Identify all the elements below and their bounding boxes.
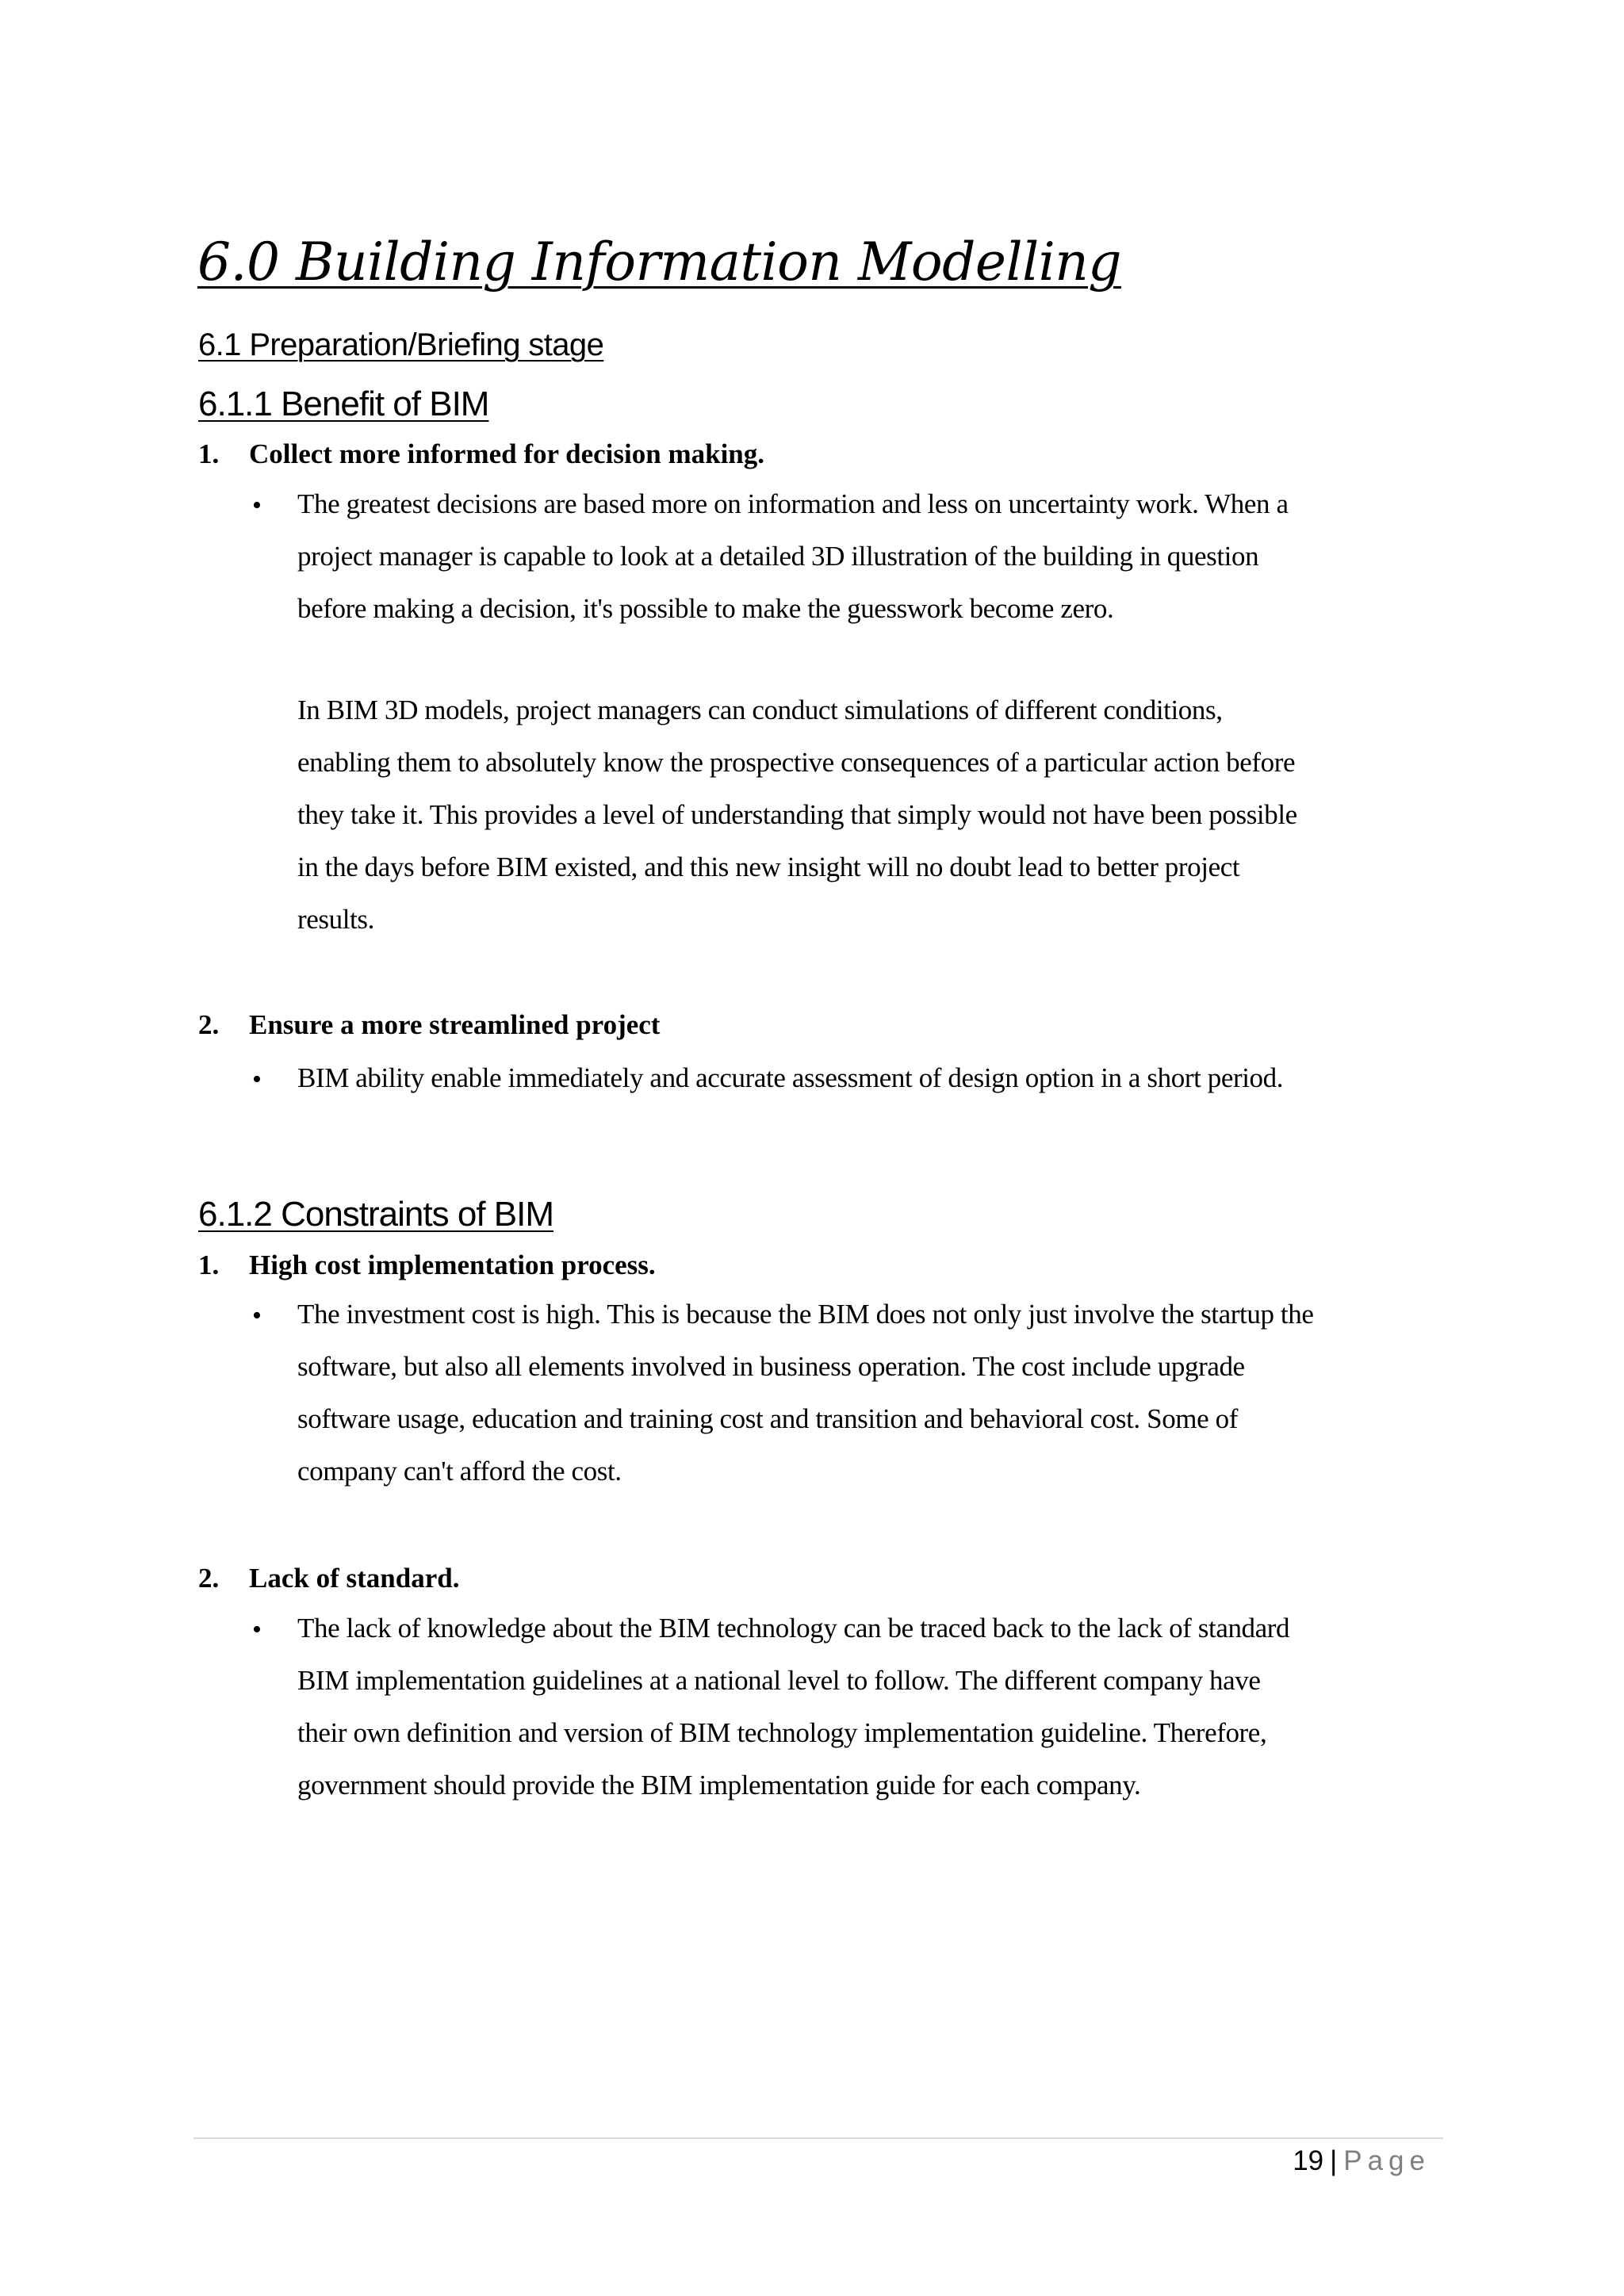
text-line: enabling them to absolutely know the prospective consequences of a particular action before	[297, 747, 1296, 778]
text-line: In BIM 3D models, project managers can conduct simulations of different conditions,	[297, 695, 1223, 725]
constraints-heading: 6.1.2 Constraints of BIM	[198, 1195, 553, 1234]
text-line: results.	[297, 904, 374, 935]
page-footer	[1293, 2144, 1431, 2179]
text-line: BIM ability enable immediately and accurate assessment of design option in a short period.	[297, 1062, 1284, 1093]
text-line: before making a decision, it's possible to make the guesswork become zero.	[297, 593, 1114, 624]
text-line: The greatest decisions are based more on information and less on uncertainty work. When a	[297, 488, 1289, 519]
list-title: High cost implementation process.	[249, 1249, 656, 1280]
sub-heading: 6.1 Preparation/Briefing stage	[198, 327, 604, 362]
footer-separator: |	[1330, 2145, 1338, 2176]
benefit-item-1-paragraph-2	[297, 684, 1455, 946]
text-line: software usage, education and training cost and transition and behavioral cost. Some of	[297, 1403, 1238, 1434]
benefit-item-1-paragraph-1	[297, 478, 1455, 635]
text-line: their own definition and version of BIM technology implementation guideline. Therefore,	[297, 1717, 1267, 1748]
text-line: BIM implementation guidelines at a national level to follow. The different company have	[297, 1665, 1261, 1696]
page-number: 19	[1293, 2145, 1324, 2176]
constraint-item-1-paragraph	[297, 1288, 1455, 1498]
text-line: government should provide the BIM implementation guide for each company.	[297, 1770, 1141, 1800]
bullet-icon: •	[252, 1301, 262, 1330]
text-line: project manager is capable to look at a detailed 3D illustration of the building in question	[297, 541, 1259, 572]
text-line: The investment cost is high. This is because the BIM does not only just involve the startup the	[297, 1299, 1314, 1330]
benefit-item-2-paragraph	[297, 1052, 1455, 1104]
list-title: Ensure a more streamlined project	[249, 1009, 661, 1040]
benefit-item-2-title	[198, 1011, 660, 1039]
benefits-heading: 6.1.1 Benefit of BIM	[198, 385, 489, 423]
footer-divider	[193, 2137, 1443, 2139]
bullet-icon: •	[252, 1065, 262, 1094]
text-line: The lack of knowledge about the BIM technology can be traced back to the lack of standard	[297, 1613, 1290, 1644]
main-heading: 6.0 Building Information Modelling	[197, 232, 1122, 293]
list-number: 1.	[198, 1249, 220, 1280]
bullet-icon: •	[252, 1615, 262, 1644]
list-title: Collect more informed for decision making.	[249, 438, 765, 469]
text-line: they take it. This provides a level of understanding that simply would not have been possible	[297, 799, 1297, 830]
list-number: 2.	[198, 1009, 220, 1040]
constraint-item-1-title	[198, 1251, 656, 1279]
text-line: company can't afford the cost.	[297, 1456, 622, 1487]
list-number: 2.	[198, 1563, 220, 1594]
list-number: 1.	[198, 438, 220, 469]
text-line: software, but also all elements involved in business operation. The cost include upgrade	[297, 1351, 1245, 1382]
benefit-item-1-title	[198, 440, 764, 468]
constraint-item-2-title	[198, 1564, 459, 1592]
bullet-icon: •	[252, 491, 262, 520]
page-label: Page	[1343, 2145, 1431, 2176]
constraint-item-2-paragraph	[297, 1602, 1455, 1812]
text-line: in the days before BIM existed, and this new insight will no doubt lead to better project	[297, 851, 1240, 882]
list-title: Lack of standard.	[249, 1563, 460, 1594]
